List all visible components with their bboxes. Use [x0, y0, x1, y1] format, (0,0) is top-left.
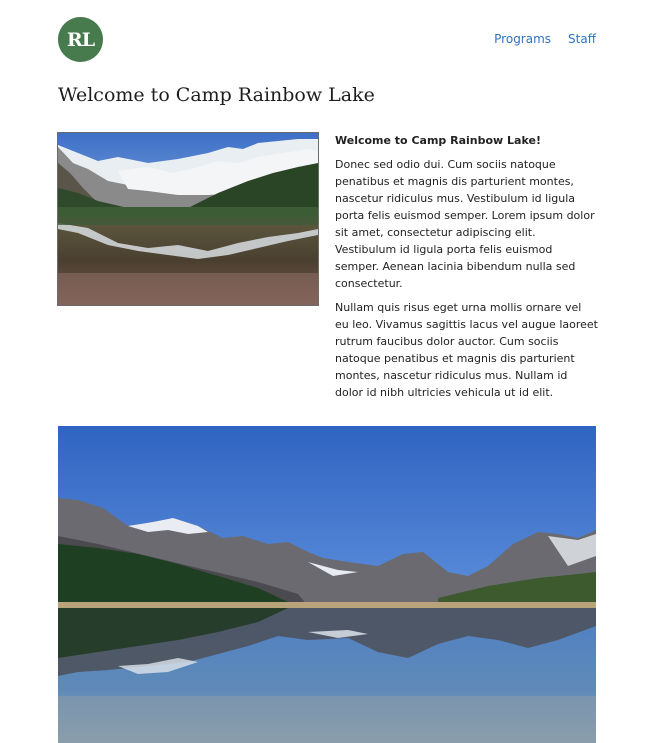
intro-paragraph-1: Donec sed odio dui. Cum sociis natoque penatibus et magnis dis parturient montes, nascetur ridiculus mus. Vestibulum id ligula porta felis euismod semper. Lorem ipsum dolor sit amet, consectetur adipiscing elit. Vestibulum id ligula porta felis euismod semper. Aenean lacinia bibendum nulla sed consectetur. — [335, 158, 595, 290]
site-header — [0, 0, 650, 80]
nav-link-staff[interactable]: Staff — [568, 32, 596, 46]
glacier-lake-image — [58, 133, 318, 305]
glacier-lake-photo — [58, 133, 318, 305]
mountain-lake-image — [58, 426, 596, 743]
intro-heading: Welcome to Camp Rainbow Lake! — [335, 134, 541, 147]
mountain-lake-photo — [58, 426, 596, 743]
camp-logo[interactable] — [58, 17, 103, 62]
nav-link-programs[interactable]: Programs — [494, 32, 552, 46]
main-nav — [494, 32, 596, 46]
logo-text: RL — [66, 28, 95, 51]
page-title: Welcome to Camp Rainbow Lake — [58, 84, 375, 106]
intro-paragraph-2: Nullam quis risus eget urna mollis ornare vel eu leo. Vivamus sagittis lacus vel augue laoreet rutrum faucibus dolor auctor. Cum sociis natoque penatibus et magnis dis parturient montes, nascetur ridiculus mus. Nullam id dolor id nibh ultricies vehicula ut id elit. — [335, 301, 598, 399]
intro-content — [335, 133, 598, 408]
